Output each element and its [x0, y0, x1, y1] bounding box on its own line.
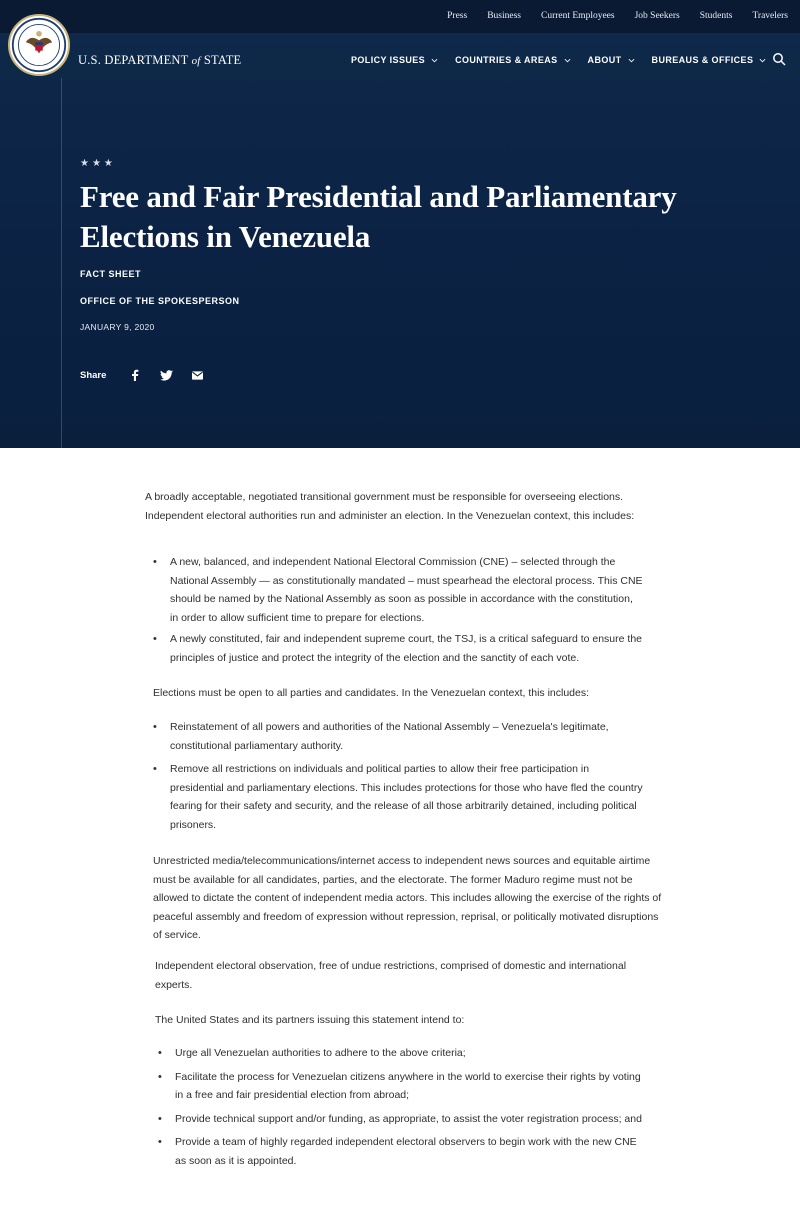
decorative-divider [61, 78, 62, 448]
utility-link-travelers[interactable]: Travelers [752, 11, 788, 21]
chevron-down-icon [628, 57, 635, 64]
nav-countries-areas[interactable] [455, 55, 570, 65]
facebook-icon[interactable] [128, 368, 142, 382]
chevron-down-icon [759, 57, 766, 64]
paragraph-open-elections: Elections must be open to all parties and candidates. In the Venezuelan context, this includes: [153, 687, 590, 699]
list-item: • Urge all Venezuelan authorities to adhere to the above criteria; [158, 1044, 648, 1063]
paragraph-media-access: Unrestricted media/telecommunications/internet access to independent news sources and equitable airtime must be available for all candidates, parties, and the electorate. The former Maduro regime must not be allowed to dictate the content of independent media actors. This includes allowing the exercise of the rights of peaceful assembly and freedom of expression without repression, reprisal, or politically motivated disruptions of service. [153, 855, 662, 942]
article-office[interactable]: OFFICE OF THE SPOKESPERSON [80, 296, 240, 306]
search-icon[interactable] [772, 52, 786, 66]
nav-policy-issues-label: POLICY ISSUES [351, 55, 426, 65]
utility-link-press[interactable]: Press [447, 11, 468, 21]
nav-countries-areas-label: COUNTRIES & AREAS [455, 55, 558, 65]
chevron-down-icon [564, 57, 571, 64]
article-body [0, 448, 800, 1215]
state-department-seal-icon[interactable] [8, 14, 70, 76]
utility-link-current-employees[interactable]: Current Employees [540, 11, 615, 21]
list-item: • A newly constituted, fair and independent supreme court, the TSJ, is a critical safeguard to ensure the principles of justice and protect the integrity of the election and the sanctity of each vote. [153, 630, 643, 667]
list-item: • A new, balanced, and independent National Electoral Commission (CNE) – selected through the National Assembly — as constitutionally mandated – must spearhead the electoral process. This CNE should be named by the National Assembly as soon as possible in accordance with the constitution, in order to allow sufficient time to prepare for elections. [153, 553, 643, 627]
department-name-of: of [191, 55, 201, 67]
list-item: • Reinstatement of all powers and authorities of the National Assembly – Venezuela's legitimate, constitutional parliamentary authority. [153, 718, 643, 755]
department-name[interactable] [78, 53, 241, 68]
utility-link-business[interactable]: Business [487, 11, 521, 21]
utility-link-job-seekers[interactable]: Job Seekers [634, 11, 680, 21]
nav-bureaus-offices[interactable] [652, 55, 767, 65]
nav-policy-issues[interactable] [351, 55, 438, 65]
stars-decoration: ★★★ [80, 158, 116, 169]
utility-link-students[interactable]: Students [699, 11, 733, 21]
utility-bar [0, 0, 800, 33]
page-title: Free and Fair Presidential and Parliamentary Elections in Venezuela [80, 179, 677, 254]
article-type: FACT SHEET [80, 269, 142, 279]
paragraph-electoral-observation: Independent electoral observation, free of undue restrictions, comprised of domestic and international experts. [155, 960, 627, 991]
list-item: • Facilitate the process for Venezuelan citizens anywhere in the world to exercise their rights by voting in a free and fair presidential election from abroad; [158, 1068, 648, 1105]
list-item: • Provide a team of highly regarded independent electoral observers to begin work with the new CNE as soon as it is appointed. [158, 1133, 648, 1170]
share-label: Share [80, 369, 107, 381]
list-item: • Provide technical support and/or funding, as appropriate, to assist the voter registration process; and [158, 1110, 648, 1129]
nav-about[interactable] [588, 55, 635, 65]
paragraph-transitional-government: A broadly acceptable, negotiated transitional government must be responsible for overseeing elections. Independent electoral authorities run and administer an election. In the Venezuelan context, this includes: [145, 491, 635, 522]
nav-bureaus-offices-label: BUREAUS & OFFICES [651, 55, 754, 65]
hero-banner [0, 0, 800, 448]
bulleted-list-open-elections [153, 718, 643, 835]
paragraph-united-states-intent: The United States and its partners issuing this statement intend to: [155, 1014, 465, 1026]
email-icon[interactable] [190, 368, 204, 382]
list-item: • Remove all restrictions on individuals and political parties to allow their free participation in presidential and parliamentary elections. This includes protections for those who have fled the country fearing for their safety and security, and the release of all those arbitrarily detained, including political prisoners. [153, 760, 643, 834]
article-date: JANUARY 9, 2020 [80, 322, 155, 332]
twitter-icon[interactable] [159, 368, 173, 382]
department-name-prefix: U.S. DEPARTMENT [78, 53, 189, 67]
department-name-suffix: STATE [203, 53, 242, 67]
share-bar [80, 368, 221, 382]
utility-links [447, 11, 788, 21]
main-navigation [351, 55, 783, 65]
bulleted-list-electoral-authorities [153, 553, 643, 668]
nav-about-label: ABOUT [587, 55, 622, 65]
chevron-down-icon [431, 57, 438, 64]
bulleted-list-us-commitments [158, 1044, 648, 1171]
